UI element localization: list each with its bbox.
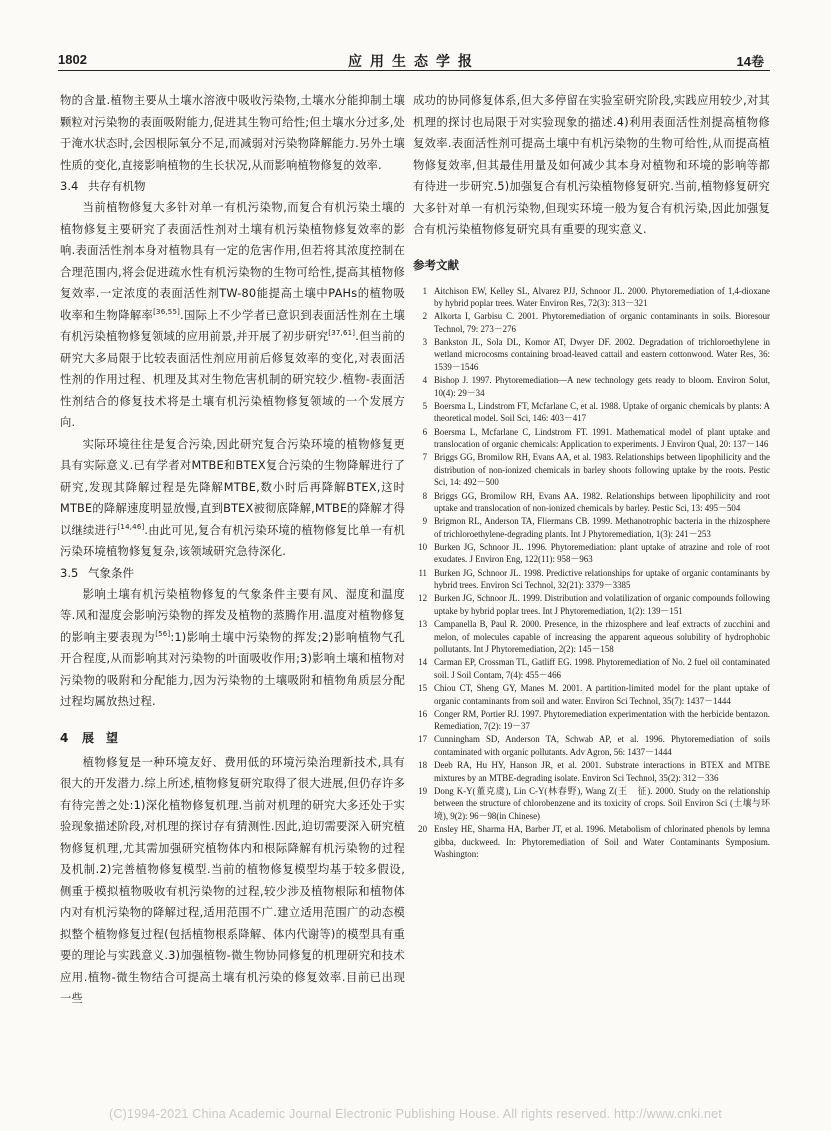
reference-text: Burken JG, Schnoor JL. 1998. Predictive relationships for uptake of organic contaminants by hybrid trees. Environ Sci Technol, 32(21): 3379－3385 — [434, 567, 770, 591]
reference-text: Aitchison EW, Kelley SL, Alvarez PJJ, Schnoor JL. 2000. Phytoremediation of 1,4-dioxane by hybrid poplar trees. Water Environ Res, 72(3): 313－321 — [434, 285, 770, 309]
reference-number: 12 — [418, 593, 427, 604]
reference-number: 13 — [418, 618, 427, 629]
reference-number: 1 — [422, 285, 427, 296]
section-4-heading: 4 展 望 — [60, 730, 119, 745]
reference-item — [413, 400, 770, 425]
reference-text: Briggs GG, Bromilow RH, Evans AA, et al. 1983. Relationships between lipophilicity and the distribution of non-ionized chemicals in barley shoots following uptake by the roots. Pestic Sci, 14: 492－500 — [434, 452, 770, 488]
reference-item — [413, 310, 770, 335]
reference-text: Boersma L, Lindstrom FT, Mcfarlane C, et al. 1988. Uptake of organic chemicals by plants: A theoretical model. Soil Sci, 146: 403－417 — [434, 400, 770, 424]
reference-text: Burken JG, Schnoor JL. 1999. Distribution and volatilization of organic compounds following uptake by hybrid poplar trees. Int J Phytoremediation, 1(2): 139－151 — [434, 593, 770, 616]
reference-number: 20 — [418, 823, 427, 834]
left-column — [60, 90, 405, 1010]
reference-number: 2 — [422, 311, 427, 322]
copyright-footer: (C)1994-2021 China Academic Journal Electronic Publishing House. All rights reserved. http://www.cnki.net — [109, 1107, 722, 1121]
reference-item — [413, 759, 770, 784]
reference-item — [413, 515, 770, 540]
reference-item — [413, 285, 770, 310]
reference-number: 16 — [418, 708, 427, 719]
reference-item — [413, 374, 770, 399]
paragraph-continued: 物的含量.植物主要从土壤水溶液中吸收污染物,土壤水分能抑制土壤颗粒对污染物的表面吸附能力,促进其生物可给性;但土壤水分过多,处于淹水状态时,会因根际氧分不足,而减弱对污染物降解能力.另外土壤性质的变化,直接影响植物的生长状况,从而影响植物修复的效率. — [60, 94, 406, 172]
reference-number: 7 — [422, 452, 427, 463]
paragraph-outlook-continued: 成功的协同修复体系,但大多停留在实验室研究阶段,实践应用较少,对其机理的探讨也局限于对实验现象的描述.4)利用表面活性剂提高植物修复效率.表面活性剂可提高土壤中有机污染物的生物可给性,从而提高植物修复效率,但其最佳用量及如何减少其本身对植物和环境的影响等都有待进一步研究.5)加强复合有机污染植物修复研究.当前,植物修复研究大多针对单一有机污染物,但现实环境一般为复合有机污染,因此加强复合有机污染植物修复研究具有重要的现实意义. — [413, 94, 770, 236]
reference-text: Carman EP, Crossman TL, Gatliff EG. 1998. Phytoremediation of No. 2 fuel oil contaminated soil. J Soil Contam, 7(4): 455－466 — [434, 657, 770, 680]
paragraph-weather: 影响土壤有机污染植物修复的气象条件主要有风、湿度和温度等.风和湿度会影响污染物的挥发及植物的蒸腾作用.温度对植物修复的影响主要表现为[56]:1)影响土壤中污染物的挥发;2)影响植物气孔开合程度,从而影响其对污染物的叶面吸收作用;3)影响土壤和植物对污染物的吸附和分配能力,因为污染物的土壤吸附和植物角质层分配过程均属放热过程. — [60, 587, 406, 708]
volume-label: 14卷 — [736, 54, 764, 69]
reference-item — [413, 618, 770, 656]
reference-item — [413, 567, 770, 592]
citation: [56] — [155, 629, 171, 638]
citation: [36,55] — [153, 307, 181, 316]
reference-item — [413, 592, 770, 617]
section-3-5-heading: 3.5 气象条件 — [60, 565, 134, 580]
reference-text: Alkorta I, Garbisu C. 2001. Phytoremediation of organic contaminants in soils. Bioresour Technol, 79: 273－276 — [434, 311, 770, 334]
reference-number: 10 — [418, 541, 427, 552]
reference-text: Bankston JL, Sola DL, Komor AT, Dwyer DF. 2002. Degradation of trichloroethylene in wetland microcosms containing broad-leaved cattail and eastern cottonwood. Water Res, 36: 1539－1546 — [434, 336, 770, 373]
reference-number: 8 — [422, 490, 427, 501]
reference-item — [413, 451, 770, 489]
reference-item — [413, 426, 770, 451]
references-heading: 参考文献 — [413, 257, 459, 272]
reference-item — [413, 336, 770, 374]
citation: [37,61] — [328, 329, 356, 338]
reference-list — [413, 285, 770, 861]
reference-item — [413, 785, 770, 823]
reference-item — [413, 682, 770, 707]
reference-number: 9 — [422, 516, 427, 527]
paragraph-outlook: 植物修复是一种环境友好、费用低的环境污染治理新技术,具有很大的开发潜力.综上所述,植物修复研究取得了很大进展,但仍存许多有待完善之处:1)深化植物修复机理.当前对机理的研究大多还处于实验现象描述阶段,对机理的探讨存有猜测性.因此,迫切需要深入研究植物修复机理,尤其需加强研究植物体内和根际降解有机污染物的过程及机制.2)完善植物修复模型.当前的植物修复模型均基于较多假设,侧重于模拟植物吸收有机污染物的过程,较少涉及植物根际和植物体内对有机污染物的降解过程,适用范围不广.建立适用范围广的动态模拟整个植物修复过程(包括植物根系降解、体内代谢等)的模型具有重要的理论与实践意义.3)加强植物-微生物协同修复的机理研究和技术应用.植物-微生物结合可提高土壤有机污染的修复效率.目前已出现一些 — [60, 755, 405, 1005]
journal-title: 应用生态学报 — [348, 53, 480, 69]
reference-text: Campanella B, Paul R. 2000. Presence, in the rhizosphere and leaf extracts of zucchini and melon, of molecules capable of increasing the apparent aqueous solubility of hydrophobic pollutants. Int J Phytoremediation, 2(2): 145－158 — [434, 618, 770, 655]
reference-text: Briggs GG, Bromilow RH, Evans AA. 1982. Relationships between lipophilicity and root uptake and translocation of non-ionized chemicals by barley. Pestic Sci, 13: 495－504 — [434, 490, 770, 514]
reference-number: 14 — [418, 657, 427, 668]
reference-number: 17 — [418, 734, 427, 745]
running-header — [58, 50, 770, 71]
reference-item — [413, 708, 770, 733]
reference-item — [413, 490, 770, 515]
reference-item — [413, 733, 770, 758]
reference-number: 19 — [418, 785, 427, 796]
reference-item — [413, 541, 770, 566]
reference-number: 5 — [422, 400, 427, 411]
reference-text: Chiou CT, Sheng GY, Manes M. 2001. A partition-limited model for the plant uptake of organic contaminants from soil and water. Environ Sci Technol, 35(7): 1437－1444 — [434, 682, 770, 706]
reference-item — [413, 656, 770, 681]
reference-text: Ensley HE, Sharma HA, Barber JT, et al. 1996. Metabolism of chlorinated phenols by lemna gibba, duckweed. In: Phytoremediation of Soil and Water Contaminants Symposium. Washington: — [434, 823, 770, 860]
reference-text: Dong K-Y(董克虞), Lin C-Y(林春野), Wang Z(王 征). 2000. Study on the relationship between the structure of chlorobenzene and its toxicity of crops. Soil Environ Sci (土壤与环境), 9(2): 96－98(in Chinese) — [434, 785, 770, 821]
reference-number: 3 — [422, 336, 427, 347]
reference-number: 15 — [418, 682, 427, 693]
reference-number: 6 — [422, 426, 427, 437]
reference-number: 11 — [418, 567, 427, 578]
right-column — [413, 90, 770, 861]
reference-text: Burken JG, Schnoor JL. 1996. Phytoremediation: plant uptake of atrazine and role of root exudates. J Environ Eng, 122(11): 958－963 — [434, 541, 770, 565]
reference-item — [413, 823, 770, 861]
reference-text: Cunningham SD, Anderson TA, Schwab AP, et al. 1996. Phytoremediation of soils contaminated with organic pollutants. Adv Agron, 56: 1437－1444 — [434, 734, 770, 757]
reference-text: Boersma L, Mcfarlane C, Lindstrom FT. 1991. Mathematical model of plant uptake and translocation of organic chemicals: Application to experiments. J Environ Qual, 20: 137－146 — [434, 426, 770, 450]
reference-text: Brigmon RL, Anderson TA, Fliermans CB. 1999. Methanotrophic bacteria in the rhizosphere of trichloroethylene-degrading plants. Int J Phytoremediation, 1(3): 241－253 — [434, 516, 770, 539]
section-3-4-heading: 3.4 共存有机物 — [60, 179, 146, 193]
citation: [14,46] — [117, 522, 145, 531]
reference-number: 18 — [418, 759, 427, 770]
paragraph-surfactant: 当前植物修复大多针对单一有机污染物,而复合有机污染土壤的植物修复主要研究了表面活性剂对土壤有机污染植物修复效率的影响.表面活性剂本身对植物具有一定的危害作用,但若将其浓度控制在合理范围内,将会促进疏水性有机污染物的生物可给性,提高其植物修复效率.一定浓度的表面活性剂TW-80能提高土壤中PAHs的植物吸收率和生物降解率[36,55].国际上不少学者已意识到表面活性剂在土壤有机污染植物修复领域的应用前景,并开展了初步研究[37,61].但当前的研究大多局限于比较表面活性剂应用前后修复效率的变化,对表面活性剂的作用过程、机理及其对生物危害机制的研究较少.植物-表面活性剂结合的修复技术将是土壤有机污染植物修复领域的一个发展方向. — [60, 201, 405, 429]
reference-text: Deeb RA, Hu HY, Hanson JR, et al. 2001. Substrate interactions in BTEX and MTBE mixtures by an MTBE-degrading isolate. Environ Sci Technol, 35(2): 312－336 — [434, 759, 770, 783]
paragraph-mixed-pollution: 实际环境往往是复合污染,因此研究复合污染环境的植物修复更具有实际意义.已有学者对MTBE和BTEX复合污染的生物降解进行了研究,发现其降解过程是先降解MTBE,数小时后再降解BTEX,这时MTBE的降解速度明显放慢,直到BTEX被彻底降解,MTBE的降解才得以继续进行[14,46].由此可见,复合有机污染环境的植物修复比单一有机污染环境植物修复复杂,该领域研究急待深化. — [60, 437, 405, 558]
reference-text: Conger RM, Portier RJ. 1997. Phytoremediation experimentation with the herbicide bentazon. Remediation, 7(2): 19－37 — [434, 708, 770, 732]
page-number: 1802 — [58, 52, 87, 67]
reference-number: 4 — [422, 375, 427, 386]
reference-text: Bishop J. 1997. Phytoremediation—A new technology gets ready to bloom. Environ Solut, 10(4): 29－34 — [434, 375, 770, 398]
